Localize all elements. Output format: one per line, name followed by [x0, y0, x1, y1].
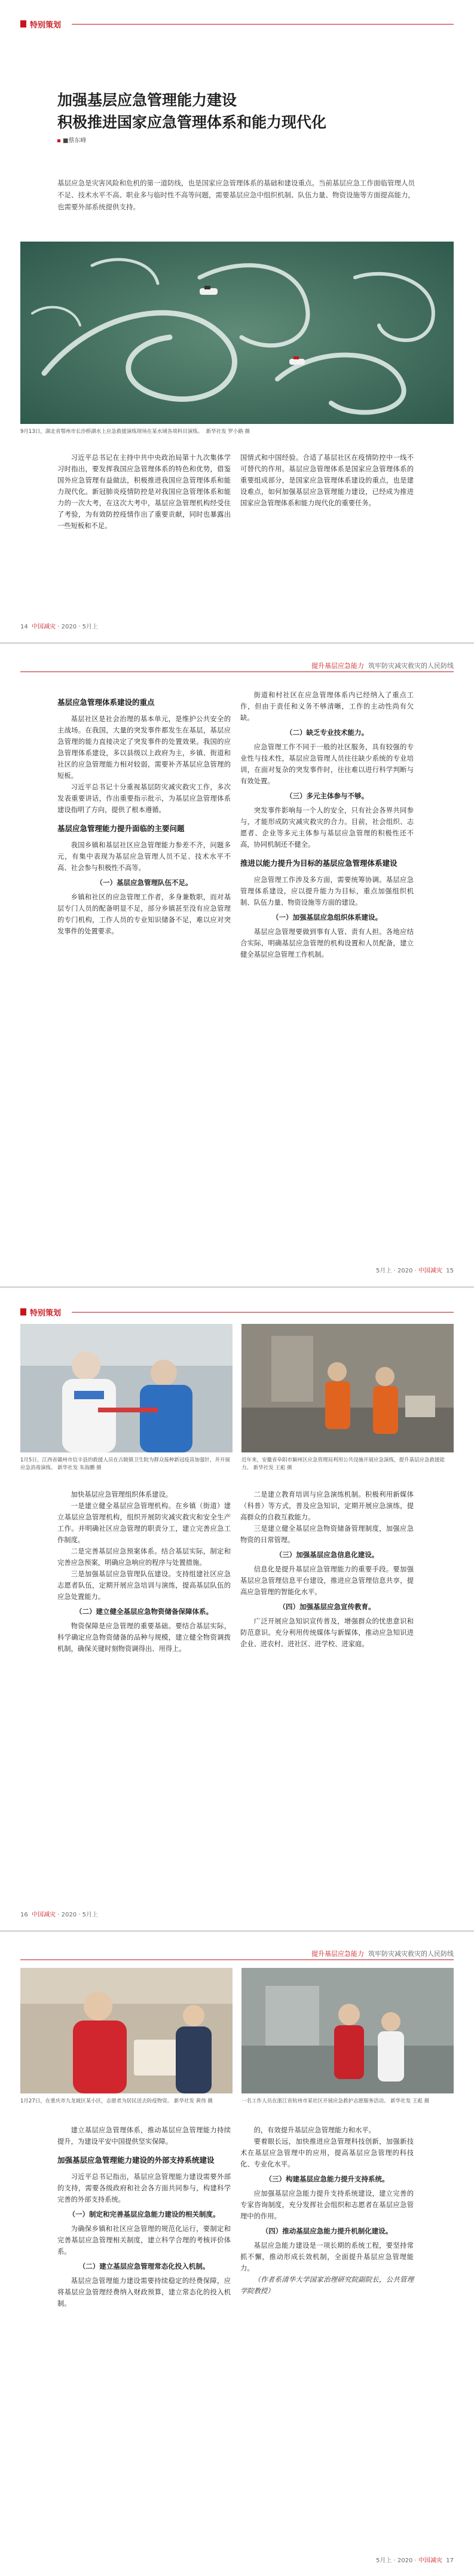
- running-header-prefix: 提升基层应急能力: [311, 1950, 364, 1958]
- page-4: [0, 1932, 474, 2576]
- page-number: 15: [446, 1268, 454, 1274]
- issue-date: 2020 · 5月上: [61, 624, 98, 630]
- page-footer: 5月上 · 2020 · 中国减灾 17: [376, 2557, 454, 2564]
- running-header-prefix: 提升基层应急能力: [311, 662, 364, 670]
- paragraph: 要着眼长远，加快推进应急管理科技创新，加强新技术在基层应急管理中的应用，提高基层应急管理的科技化、专业化水平。: [240, 2138, 414, 2168]
- page-number: 14: [20, 624, 28, 630]
- section-marker: [20, 20, 26, 28]
- section-header: [0, 18, 474, 30]
- sub-heading: （三）加强基层应急信息化建设。: [275, 1551, 379, 1559]
- section-heading: 推进以能力提升为目标的基层应急管理体系建设: [240, 859, 397, 868]
- p3-right-column: [240, 1489, 414, 1650]
- sub-heading: （四）推动基层应急能力提升机制化建设。: [261, 2227, 393, 2235]
- rescue-boats-illustration: [20, 242, 454, 424]
- page-number: 17: [446, 2557, 454, 2564]
- paragraph: 基层应急管理能力建设需要持续稳定的经费保障，应将基层应急管理经费纳入财政预算，建立常态化的投入机制。: [57, 2277, 231, 2308]
- issue-date: 5月上 · 2020: [376, 2557, 413, 2564]
- section-header: [0, 1306, 474, 1318]
- photo-caption-left: [20, 1457, 233, 1472]
- running-header-title: 筑牢防灾减灾救灾的人民防线: [368, 662, 454, 670]
- paragraph: 二是建立教育培训与应急演练机制。积极利用新媒体（科普）等方式，普及应急知识，定期开展应急演练，提高群众的自救互救能力。: [240, 1491, 414, 1521]
- paragraph: 应急管理工作不同于一般的社区服务，具有较强的专业性与技术性，基层应急管理人员往往缺少系统的专业培训，在面对复杂的突发事件时，往往难以进行科学判断与有效处置。: [240, 743, 414, 785]
- paragraph: 街道和村社区在应急管理体系内已经纳入了重点工作，但由于责任和义务不够清晰，工作的主动性尚有欠缺。: [240, 691, 414, 722]
- page-footer: 16 中国减灾 · 2020 · 5月上: [20, 1912, 98, 1918]
- paragraph: 应加强基层应急能力提升支持系统建设，建立完善的专家咨询制度，充分发挥社会组织和志愿者在基层应急管理中的作用。: [240, 2190, 414, 2220]
- sub-heading: （二）建立基层应急管理常态化投入机制。: [78, 2262, 210, 2270]
- page-footer: 5月上 · 2020 · 中国减灾 15: [376, 1268, 454, 1274]
- hero-photo-caption: [20, 428, 454, 436]
- page-1: [0, 0, 474, 642]
- caption-credit: 新华社发 朱海鹏 摄: [57, 1465, 102, 1471]
- magazine-name: 中国减灾: [32, 1912, 56, 1918]
- section-heading: 基层应急管理能力提升面临的主要问题: [57, 824, 185, 833]
- p4-right-column: [240, 2125, 414, 2297]
- page-footer: 14 中国减灾 · 2020 · 5月上: [20, 624, 98, 630]
- p1-right-column: [240, 452, 414, 509]
- paragraph: 二是完善基层应急预案体系。结合基层实际，制定和完善应急预案，明确应急响应的程序与处置措施。: [57, 1548, 231, 1567]
- p4-left-column: [57, 2125, 231, 2309]
- paragraph: 突发事件影响每一个人的安全，只有社会各界共同参与，才能形成防灾减灾救灾的合力。目前，社会组织、志愿者、企业等多元主体参与基层应急管理的积极性还不高，协同机制还不健全。: [240, 807, 414, 849]
- author-note: （作者系清华大学国家治理研究院副院长，公共管理学院教授）: [240, 2276, 414, 2295]
- paragraph: 物资保障是应急管理的重要基础。要结合基层实际，科学确定应急物资储备的品种与规模，建立健全物资调拨机制，确保关键时刻物资调得出、用得上。: [57, 1622, 231, 1653]
- sub-heading: （三）多元主体参与不够。: [286, 792, 368, 800]
- caption-credit: 新华社发 黄伟 摄: [173, 2098, 213, 2104]
- issue-date: 2020 · 5月上: [61, 1912, 98, 1918]
- section-tag: 特别策划: [30, 21, 62, 30]
- sub-heading: （三）构建基层应急能力提升支持系统。: [265, 2175, 389, 2183]
- paragraph: 信息化是提升基层应急管理能力的重要手段。要加强基层应急管理信息平台建设，推进应急管理信息共享，提高应急管理的智能化水平。: [240, 1565, 414, 1596]
- magazine-name: 中国减灾: [418, 2557, 442, 2564]
- section-tag: 特别策划: [30, 1309, 62, 1318]
- running-header: [311, 661, 454, 670]
- sub-heading: （二）建立健全基层应急物资储备保障体系。: [75, 1607, 213, 1616]
- hero-photo: [20, 242, 454, 424]
- header-rule: [72, 24, 454, 25]
- paragraph: 国情式和中国经验。合适了基层社区在疫情防控中一线不可替代的作用。基层应急管理体系是国家应急管理体系的重要组成部分，是国家应急管理体系建设的重点，也是建设难点，如何加强基层应急管理能力建设，已经成为推进国家应急管理体系和能力现代化的重要任务。: [240, 454, 414, 507]
- article-title-line1: 加强基层应急管理能力建设: [57, 91, 237, 109]
- author-name: ■蔡东峰: [63, 138, 87, 144]
- p1-left-column: [57, 452, 231, 532]
- photo-caption-right: [241, 1457, 454, 1472]
- volunteer-photo: [20, 1968, 233, 2093]
- article-lead: 基层应急是灾害风险和危机的第一道防线，也是国家应急管理体系的基础和建设重点。当前基层应急工作面临管理人员不足、技术水平不高、职业多与临时性不高等问题，需要基层应急中组织机制、队伍力量、物资设施等方面提高能力，也需要外部系统提供支持。: [57, 179, 415, 211]
- vaccination-photo: [20, 1324, 233, 1452]
- issue-date: 5月上 · 2020: [376, 1268, 413, 1274]
- sub-heading: （一）基层应急管理队伍不足。: [96, 878, 192, 887]
- magazine-name: 中国减灾: [32, 624, 56, 630]
- rescue-workers-illustration: [241, 1324, 454, 1452]
- page-number: 16: [20, 1912, 28, 1918]
- photo-caption-left: [20, 2098, 233, 2105]
- first-aid-photo: [241, 1968, 454, 2093]
- caption-credit: 新华社发 罗小路 摄: [206, 429, 250, 435]
- paragraph: 基层应急管理要做到事有人管、责有人担。各地应结合实际，明确基层应急管理的机构设置和人员配备，建立健全基层应急管理工作机制。: [240, 928, 414, 959]
- page-3: [0, 1288, 474, 1930]
- sub-heading: （一）制定和完善基层应急能力建设的相关制度。: [68, 2210, 220, 2218]
- caption-credit: 新华社发 王彪 摄: [253, 1465, 292, 1471]
- p3-left-column: [57, 1489, 231, 1655]
- paragraph: 习近平总书记在主持中共中央政治局第十九次集体学习时指出，要发挥我国应急管理体系的特色和优势，借鉴国外应急管理有益做法，积极推进我国应急管理体系和能力现代化。新冠肺炎疫情防控是对我国应急管理体系和能力的一次大考，在这次大考中，基层应急管理机构经受住了考验，为有效防控疫情作出了重要贡献，同时也暴露出一些短板和不足。: [57, 454, 231, 530]
- header-rule: [72, 1312, 454, 1313]
- sub-heading: （四）加强基层应急宣传教育。: [279, 1603, 375, 1611]
- paragraph: 的，有效提升基层应急管理能力和水平。: [253, 2126, 375, 2134]
- paragraph: 建立基层应急管理体系，推动基层应急管理能力持续提升，为建设平安中国提供坚实保障。: [57, 2126, 231, 2145]
- paragraph: 基层应急能力建设是一项长期的系统工程，要坚持常抓不懈，推动形成长效机制，全面提升基层应急管理能力。: [240, 2242, 414, 2272]
- paragraph: 乡镇和社区的应急管理工作者，多身兼数职，而对基层专门人员的配备明显不足，部分乡镇甚至没有应急管理的专门机构，工作人员的专业知识储备不足，难以应对突发事件的处置要求。: [57, 893, 231, 935]
- section-marker: [20, 1308, 26, 1316]
- p2-left-column: [57, 689, 231, 937]
- page-2: [0, 644, 474, 1286]
- caption-credit: 新华社发 王彪 摄: [390, 2098, 430, 2104]
- article-author: [57, 135, 86, 144]
- caption-text: 1月5日，江西省赣州市信丰县的救援人员在古陂镇卫生院为群众接种新冠疫苗加强针，并开展应急消毒演练。: [20, 1457, 230, 1471]
- paragraph: 三是建立健全基层应急物资储备管理制度，加强应急物资的日常管理。: [240, 1525, 414, 1544]
- paragraph: 一是建立健全基层应急管理机构。在乡镇（街道）建立基层应急管理机构，组织开展防灾减灾救灾和安全生产工作。并明确社区应急管理的职责分工，建立完善应急工作制度。: [57, 1502, 231, 1544]
- volunteer-illustration: [20, 1968, 233, 2093]
- paragraph: 广泛开展应急知识宣传普及，增强群众的忧患意识和防范意识。充分利用传统媒体与新媒体，推动应急知识进企业、进农村、进社区、进学校、进家庭。: [240, 1617, 414, 1648]
- paragraph: 我国乡镇和基层社区应急管理能力参差不齐，问题多元，有集中表现为基层应急管理人员不足、技术水平不高、社会参与积极性不高等。: [57, 841, 231, 872]
- sub-heading: （一）加强基层应急组织体系建设。: [272, 913, 382, 921]
- paragraph: 习近平总书记十分重视基层防灾减灾救灾工作，多次发表重要讲话，作出重要指示批示，为基层应急管理体系建设指明了方向，提供了根本遵循。: [57, 783, 231, 814]
- sub-heading: （二）缺乏专业技术能力。: [286, 728, 368, 737]
- medical-workers-illustration: [20, 1324, 233, 1452]
- running-header: [311, 1949, 454, 1958]
- author-marker: [57, 139, 60, 142]
- caption-text: 9月13日，湖北省鄂州市长沙桥湖水上应急救援演练现场在某水域各项科目演练。: [20, 429, 203, 435]
- paragraph: 基层社区是社会治理的基本单元，是维护公共安全的主战场。在我国，大量的突发事件都发生在基层，基层应急管理的能力直接决定了突发事件的处置效果。我国的应急管理体系建设，多以县级以上政府为主，乡镇、街道和社区的应急管理能力相对较弱，需要补齐基层应急管理的短板。: [57, 715, 231, 780]
- paragraph: 习近平总书记指出，基层应急管理能力建设需要外部的支持，需要各级政府和社会各方面共同参与，构建科学完善的外部支持系统。: [57, 2173, 231, 2203]
- paragraph: 加快基层应急管理组织体系建设。: [71, 1491, 173, 1498]
- paragraph: 应急管理工作涉及多方面，需要统筹协调。基层应急管理体系建设，应以提升能力为目标，重点加强组织机制、队伍力量、物资设施等方面的建设。: [240, 876, 414, 907]
- photo-caption-right: [241, 2098, 454, 2105]
- section-heading: 加强基层应急管理能力建设的外部支持系统建设: [57, 2156, 215, 2165]
- first-aid-illustration: [241, 1968, 454, 2093]
- running-header-title: 筑牢防灾减灾救灾的人民防线: [368, 1950, 454, 1958]
- paragraph: 三是加强基层应急管理队伍建设。支持组建社区应急志愿者队伍，定期开展应急培训与演练，提高基层队伍的应急处置能力。: [57, 1570, 231, 1601]
- article-title-line2: 积极推进国家应急管理体系和能力现代化: [57, 114, 327, 131]
- caption-text: 一名工作人员在浙江省杭州市某社区开展应急救护志愿服务活动。: [241, 2098, 389, 2104]
- p2-right-column: [240, 689, 414, 960]
- paragraph: 为确保乡镇和社区应急管理的规范化运行，要制定和完善基层应急管理相关制度，建立科学合理的考核评价体系。: [57, 2225, 231, 2255]
- caption-text: 近年来，安徽省阜阳市颍州区应急管理局利用公共设施开展应急演练，提升基层应急救援能力。: [241, 1457, 445, 1471]
- section-heading: 基层应急管理体系建设的重点: [57, 698, 155, 707]
- magazine-name: 中国减灾: [418, 1268, 442, 1274]
- drill-photo: [241, 1324, 454, 1452]
- caption-text: 1月27日，在重庆市九龙坡区某小区，志愿者为居民送去防疫物资。: [20, 2098, 173, 2104]
